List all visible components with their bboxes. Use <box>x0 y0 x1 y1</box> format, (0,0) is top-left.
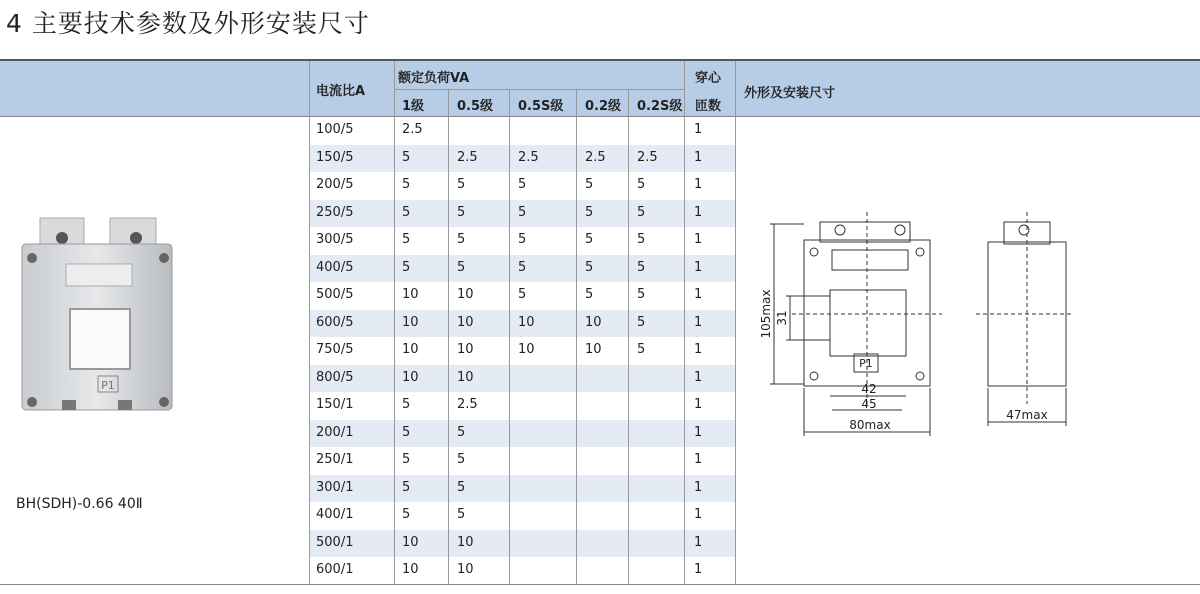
dim-42: 42 <box>861 382 877 396</box>
cell-load: 10 <box>457 534 474 550</box>
cell-load: 10 <box>402 287 419 302</box>
page-title: 4 主要技术参数及外形安装尺寸 <box>6 9 370 38</box>
cell-load: 5 <box>457 177 466 192</box>
cell-turns: 1 <box>694 259 703 275</box>
cell-ratio: 200/5 <box>316 177 354 192</box>
cell-turns: 1 <box>694 397 703 412</box>
cell-load: 10 <box>457 369 474 385</box>
grid-line <box>309 61 310 584</box>
grid-line <box>628 89 629 584</box>
table-row <box>309 557 735 585</box>
cell-turns: 1 <box>694 232 703 247</box>
cell-load: 5 <box>637 204 646 220</box>
cell-load: 5 <box>518 204 527 220</box>
cell-load: 5 <box>637 177 646 192</box>
cell-load: 5 <box>457 452 466 467</box>
cell-turns: 1 <box>694 369 703 385</box>
cell-load: 5 <box>457 259 466 275</box>
cell-load: 2.5 <box>402 122 423 137</box>
cell-load: 5 <box>585 177 594 192</box>
grid-line <box>735 61 736 584</box>
cell-turns: 1 <box>694 452 703 467</box>
cell-load: 10 <box>402 369 419 385</box>
cell-load: 5 <box>457 232 466 247</box>
cell-load: 5 <box>518 259 527 275</box>
cell-load: 5 <box>518 287 527 302</box>
header-turns-1: 穿心 <box>695 71 722 86</box>
cell-load: 10 <box>457 314 474 330</box>
cell-load: 2.5 <box>457 397 478 412</box>
grid-line <box>684 61 685 584</box>
cell-load: 5 <box>637 342 646 357</box>
cell-ratio: 500/5 <box>316 287 354 302</box>
cell-load: 5 <box>457 507 466 522</box>
cell-load: 5 <box>637 259 646 275</box>
table-row <box>309 530 735 558</box>
cell-load: 5 <box>637 232 646 247</box>
table-row <box>309 447 735 475</box>
header-class-05: 0.5级 <box>457 99 494 114</box>
cell-turns: 1 <box>694 534 703 550</box>
header-load-group: 额定负荷VA <box>398 71 470 86</box>
cell-load: 5 <box>585 259 594 275</box>
cell-load: 10 <box>457 342 474 357</box>
grid-line <box>394 61 395 584</box>
cell-load: 10 <box>585 314 602 330</box>
drawing-label: P1 <box>859 357 873 370</box>
table-row <box>309 475 735 503</box>
table-row <box>309 117 735 145</box>
cell-ratio: 300/1 <box>316 479 354 495</box>
header-subrule <box>394 89 684 90</box>
cell-ratio: 400/5 <box>316 259 354 275</box>
header-class-02: 0.2级 <box>585 99 622 114</box>
cell-load: 2.5 <box>457 149 478 165</box>
cell-load: 5 <box>637 314 646 330</box>
cell-load: 10 <box>457 287 474 302</box>
cell-load: 5 <box>585 204 594 220</box>
cell-turns: 1 <box>694 287 703 302</box>
cell-load: 5 <box>585 232 594 247</box>
cell-load: 5 <box>402 204 411 220</box>
cell-load: 10 <box>518 314 535 330</box>
product-photo <box>18 214 178 414</box>
cell-load: 2.5 <box>585 149 606 165</box>
cell-load: 5 <box>518 232 527 247</box>
table-row <box>309 502 735 530</box>
cell-ratio: 250/5 <box>316 204 354 220</box>
header-turns-2: 匝数 <box>695 99 722 114</box>
cell-load: 5 <box>402 479 411 495</box>
header-class-02s: 0.2S级 <box>637 99 683 114</box>
cell-load: 2.5 <box>518 149 539 165</box>
dim-height: 105max <box>759 289 773 339</box>
dimension-drawing <box>752 204 1082 444</box>
cell-load: 10 <box>457 562 474 577</box>
grid-line <box>448 89 449 584</box>
table-row <box>309 392 735 420</box>
cell-ratio: 250/1 <box>316 452 354 467</box>
cell-load: 5 <box>402 232 411 247</box>
grid-line <box>576 89 577 584</box>
cell-ratio: 400/1 <box>316 507 354 522</box>
cell-ratio: 200/1 <box>316 424 354 440</box>
cell-load: 5 <box>585 287 594 302</box>
cell-load: 5 <box>457 204 466 220</box>
cell-turns: 1 <box>694 177 703 192</box>
cell-load: 5 <box>402 424 411 440</box>
dim-depth: 47max <box>1006 408 1048 422</box>
cell-load: 2.5 <box>637 149 658 165</box>
cell-load: 10 <box>402 562 419 577</box>
cell-ratio: 500/1 <box>316 534 354 550</box>
header-ratio: 电流比A <box>316 84 366 99</box>
cell-load: 5 <box>402 507 411 522</box>
cell-turns: 1 <box>694 149 703 165</box>
cell-turns: 1 <box>694 342 703 357</box>
cell-load: 5 <box>402 397 411 412</box>
cell-load: 5 <box>402 149 411 165</box>
cell-load: 10 <box>402 342 419 357</box>
table-row <box>309 420 735 448</box>
cell-load: 10 <box>518 342 535 357</box>
cell-ratio: 100/5 <box>316 122 354 137</box>
cell-load: 5 <box>402 177 411 192</box>
cell-ratio: 600/5 <box>316 314 354 330</box>
cell-load: 10 <box>402 314 419 330</box>
cell-load: 5 <box>457 424 466 440</box>
table-row <box>309 365 735 393</box>
header-class-05s: 0.5S级 <box>518 99 564 114</box>
cell-turns: 1 <box>694 424 703 440</box>
header-class-1: 1级 <box>402 99 425 114</box>
header-dimensions: 外形及安装尺寸 <box>744 86 836 101</box>
cell-ratio: 750/5 <box>316 342 354 357</box>
dim-width: 80max <box>849 418 891 432</box>
cell-ratio: 300/5 <box>316 232 354 247</box>
cell-load: 5 <box>402 259 411 275</box>
cell-ratio: 800/5 <box>316 369 354 385</box>
cell-ratio: 150/5 <box>316 149 354 165</box>
dim-window-height: 31 <box>775 310 789 326</box>
cell-load: 10 <box>585 342 602 357</box>
cell-ratio: 150/1 <box>316 397 354 412</box>
model-name: BH(SDH)-0.66 40Ⅱ <box>16 496 143 512</box>
cell-load: 5 <box>518 177 527 192</box>
cell-turns: 1 <box>694 507 703 522</box>
cell-load: 5 <box>402 452 411 467</box>
cell-ratio: 600/1 <box>316 562 354 577</box>
cell-turns: 1 <box>694 314 703 330</box>
cell-load: 10 <box>402 534 419 550</box>
cell-turns: 1 <box>694 204 703 220</box>
photo-label: P1 <box>101 379 115 392</box>
table-bottom-rule <box>0 584 1200 585</box>
cell-turns: 1 <box>694 122 703 137</box>
dim-45: 45 <box>861 397 877 411</box>
cell-load: 5 <box>637 287 646 302</box>
grid-line <box>509 89 510 584</box>
cell-turns: 1 <box>694 562 703 577</box>
cell-load: 5 <box>457 479 466 495</box>
cell-turns: 1 <box>694 479 703 495</box>
